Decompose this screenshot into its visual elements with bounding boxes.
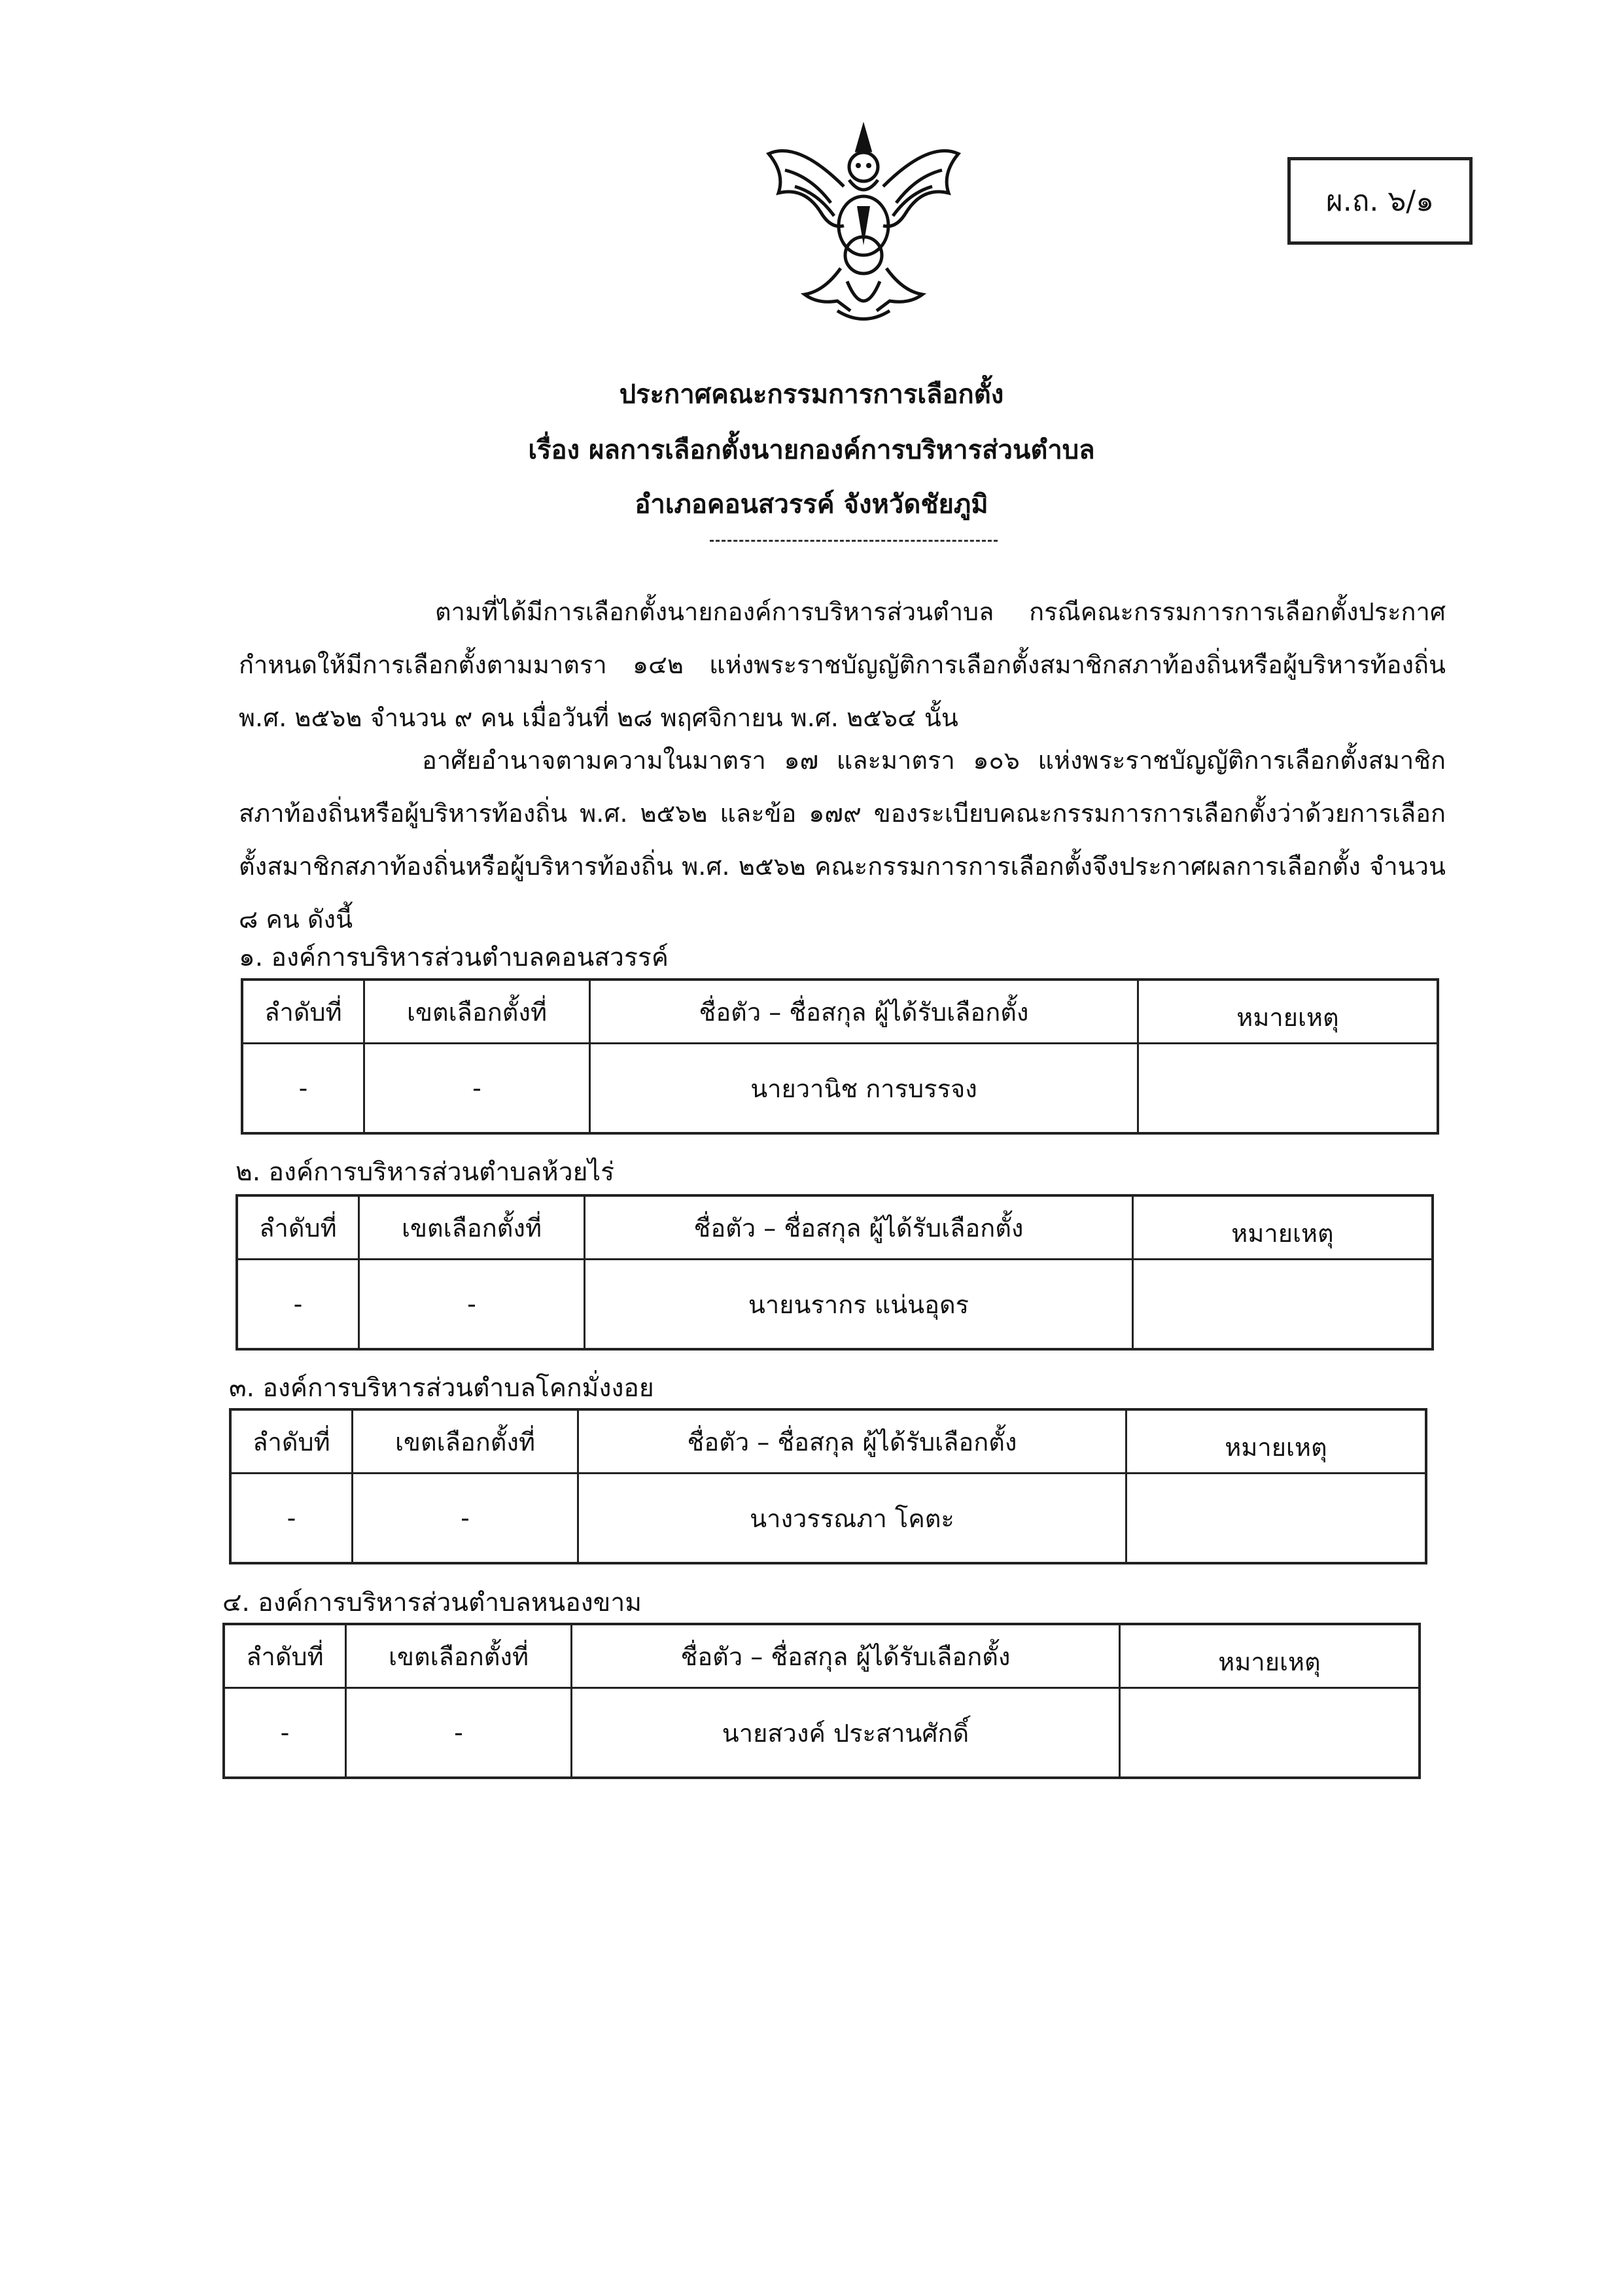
col-order: ลำดับที่ <box>224 1624 346 1688</box>
col-note: หมายเหตุ <box>1133 1195 1433 1260</box>
cell-district: - <box>359 1260 585 1350</box>
announcement-title: ประกาศคณะกรรมการการเลือกตั้ง <box>619 380 1004 410</box>
paragraph-2: อาศัยอำนาจตามความในมาตรา ๑๗ และมาตรา ๑๐๖ แห่งพระราชบัญญัติการเลือกตั้งสมาชิกสภาท้องถิ่นหรือผู้บริหารท้องถิ่น พ.ศ. ๒๕๖๒ และข้อ ๑๗๙ ของระเบียบคณะกรรมการการเลือกตั้งว่าด้วยการเลือกตั้งสมาชิกสภาท้องถิ่นหรือผู้บริหารท้องถิ่น พ.ศ. ๒๕๖๒ คณะกรรมการการเลือกตั้งจึงประกาศผลการเลือกตั้ง จำนวน ๘ คน ดังนี้ <box>239 746 1446 934</box>
cell-name: นางวรรณภา โคตะ <box>578 1474 1126 1564</box>
divider <box>710 540 998 542</box>
cell-note <box>1126 1474 1427 1564</box>
col-district: เขตเลือกตั้งที่ <box>346 1624 572 1688</box>
result-table-1 <box>241 978 1439 1135</box>
col-note: หมายเหตุ <box>1138 980 1439 1044</box>
col-name: ชื่อตัว – ชื่อสกุล ผู้ได้รับเลือกตั้ง <box>585 1195 1133 1260</box>
col-note: หมายเหตุ <box>1126 1409 1427 1474</box>
cell-district: - <box>346 1688 572 1778</box>
cell-order: - <box>230 1474 353 1564</box>
col-name: ชื่อตัว – ชื่อสกุล ผู้ได้รับเลือกตั้ง <box>578 1409 1126 1474</box>
cell-order: - <box>237 1260 359 1350</box>
cell-order: - <box>242 1044 364 1134</box>
result-table-2 <box>236 1194 1434 1351</box>
col-note: หมายเหตุ <box>1120 1624 1420 1688</box>
garuda-emblem-icon <box>759 115 968 330</box>
cell-note <box>1133 1260 1433 1350</box>
cell-district: - <box>364 1044 590 1134</box>
cell-district: - <box>353 1474 578 1564</box>
col-name: ชื่อตัว – ชื่อสกุล ผู้ได้รับเลือกตั้ง <box>572 1624 1120 1688</box>
cell-order: - <box>224 1688 346 1778</box>
section-title-3: ๓. องค์การบริหารส่วนตำบลโคกมั่งงอย <box>229 1373 654 1403</box>
form-code: ผ.ถ. ๖/๑ <box>1325 185 1435 218</box>
col-order: ลำดับที่ <box>237 1195 359 1260</box>
section-title-2: ๒. องค์การบริหารส่วนตำบลห้วยไร่ <box>236 1157 615 1187</box>
cell-note <box>1120 1688 1420 1778</box>
announcement-district: อำเภอคอนสวรรค์ จังหวัดชัยภูมิ <box>635 489 988 520</box>
cell-name: นายสวงค์ ประสานศักดิ์ <box>572 1688 1120 1778</box>
paragraph-1: ตามที่ได้มีการเลือกตั้งนายกองค์การบริหารส่วนตำบล กรณีคณะกรรมการการเลือกตั้งประกาศกำหนดให้มีการเลือกตั้งตามมาตรา ๑๔๒ แห่งพระราชบัญญัติการเลือกตั้งสมาชิกสภาท้องถิ่นหรือผู้บริหารท้องถิ่น พ.ศ. ๒๕๖๒ จำนวน ๙ คน เมื่อวันที่ ๒๘ พฤศจิกายน พ.ศ. ๒๕๖๔ นั้น <box>239 597 1446 732</box>
col-order: ลำดับที่ <box>242 980 364 1044</box>
col-order: ลำดับที่ <box>230 1409 353 1474</box>
cell-name: นายนรากร แน่นอุดร <box>585 1260 1133 1350</box>
section-title-1: ๑. องค์การบริหารส่วนตำบลคอนสวรรค์ <box>239 943 669 972</box>
col-district: เขตเลือกตั้งที่ <box>359 1195 585 1260</box>
result-table-3 <box>229 1408 1427 1564</box>
col-district: เขตเลือกตั้งที่ <box>353 1409 578 1474</box>
form-code-box <box>1287 157 1473 245</box>
announcement-subject: เรื่อง ผลการเลือกตั้งนายกองค์การบริหารส่วนตำบล <box>528 435 1095 465</box>
result-table-4 <box>222 1623 1421 1779</box>
cell-note <box>1138 1044 1439 1134</box>
cell-name: นายวานิช การบรรจง <box>590 1044 1138 1134</box>
section-title-4: ๔. องค์การบริหารส่วนตำบลหนองขาม <box>222 1588 642 1617</box>
col-name: ชื่อตัว – ชื่อสกุล ผู้ได้รับเลือกตั้ง <box>590 980 1138 1044</box>
col-district: เขตเลือกตั้งที่ <box>364 980 590 1044</box>
